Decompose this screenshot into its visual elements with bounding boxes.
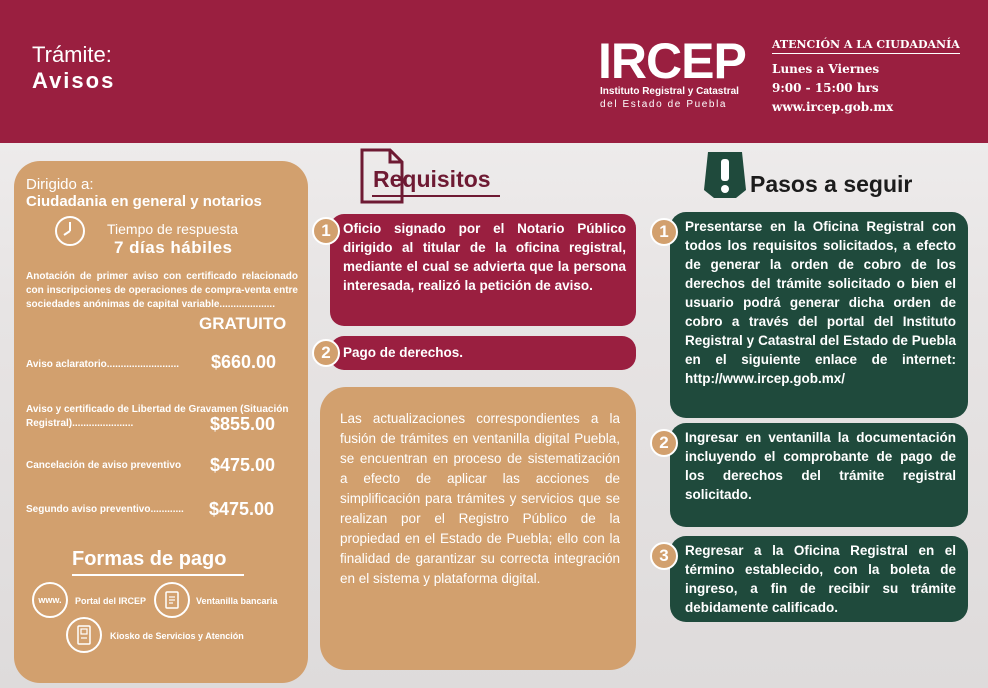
- tiempo-value: 7 días hábiles: [114, 238, 233, 257]
- requisito-number: 1: [312, 217, 340, 245]
- pasos-title: Pasos a seguir: [750, 171, 913, 197]
- www-icon-text: www.: [38, 595, 62, 605]
- formas-underline: [72, 574, 244, 576]
- pay-portal-label: Portal del IRCEP: [75, 596, 147, 606]
- tramite-name: Avisos: [32, 68, 116, 93]
- paso-number: 2: [650, 429, 678, 457]
- bank-document-icon: [154, 582, 190, 618]
- website-link[interactable]: www.ircep.gob.mx: [772, 100, 894, 114]
- requisito-item: [330, 336, 636, 370]
- left-info-panel: [14, 161, 308, 683]
- dirigido-label: Dirigido a:: [26, 176, 94, 193]
- logo-subtitle-1: Instituto Registral y Catastral: [600, 86, 739, 97]
- info-text: Las actualizaciones correspondientes a la fusión de trámites en ventanilla digital Puebla, se encuentran en proceso de sistematización a efecto de aplicar las acciones de simplificación para trámites y servicios que se realizan por el Registro Público de la propiedad en el Estado de Puebla; ello con la finalidad de garantizar su correcta integración en el sistema y plataforma digital.: [340, 411, 620, 586]
- price-label: Aviso aclaratorio..........................: [26, 359, 180, 370]
- requisito-item: [330, 214, 636, 326]
- requisito-number: 2: [312, 339, 340, 367]
- clock-icon: [54, 215, 86, 247]
- tramite-label: Trámite:: [32, 42, 112, 67]
- schedule-days: Lunes a Viernes: [772, 62, 880, 76]
- attention-title: ATENCIÓN A LA CIUDADANÍA: [772, 38, 960, 54]
- bank-document-svg: [162, 590, 182, 610]
- price-label: Cancelación de aviso preventivo: [26, 460, 182, 471]
- price-value: $475.00: [210, 455, 276, 475]
- kiosk-icon: [66, 617, 102, 653]
- price-value: $660.00: [211, 352, 277, 372]
- requisito-text: Oficio signado por el Notario Público dirigido al titular de la oficina registral, mediante el cual se advierta que la persona interesada, realizó la petición de aviso.: [343, 221, 626, 293]
- price-label: Segundo aviso preventivo............: [26, 504, 184, 515]
- kiosk-svg: [75, 625, 93, 645]
- requisitos-title: Requisitos: [373, 166, 491, 192]
- pay-kiosko-label: Kiosko de Servicios y Atención: [110, 631, 244, 641]
- paso-item: [670, 212, 968, 418]
- header-banner: [0, 0, 988, 143]
- tiempo-label: Tiempo de respuesta: [107, 221, 238, 237]
- dirigido-value: Ciudadania en general y notarios: [26, 193, 262, 210]
- paso-number: 1: [650, 218, 678, 246]
- price-value: $855.00: [210, 414, 276, 434]
- paso-text: Ingresar en ventanilla la documentación incluyendo el comprobante de pago de los derechos del trámite registral solicitado.: [685, 430, 956, 502]
- price-value: $475.00: [209, 499, 275, 519]
- schedule-hours: 9:00 - 15:00 hrs: [772, 81, 879, 95]
- www-icon: [32, 582, 68, 618]
- paso-number: 3: [650, 542, 678, 570]
- price-label: Aviso y certificado de Libertad de Gravamen (Situación Registral)......................: [26, 404, 289, 429]
- requisito-text: Pago de derechos.: [343, 345, 464, 360]
- requisitos-underline: [372, 195, 500, 197]
- paso-item: [670, 423, 968, 527]
- attention-block: [772, 38, 960, 119]
- formas-de-pago-title: Formas de pago: [72, 548, 227, 570]
- logo-subtitle-2: del Estado de Puebla: [600, 99, 728, 110]
- first-item-desc: Anotación de primer aviso con certificado relacionado con inscripciones de operaciones de compra-venta entre sociedades anónimas de capital variable....................: [26, 271, 298, 310]
- paso-text: Presentarse en la Oficina Registral con todos los requisitos solicitados, a efecto de generar la orden de cobro de los derechos del trámite solicitado o bien el usuario podrá generar dicha orden de cobro a través del portal del Instituto Registral y Catastral del Estado de Puebla en el siguiente enlace de internet: http://www.ircep.gob.mx/: [685, 219, 956, 386]
- pay-ventanilla-label: Ventanilla bancaria: [196, 596, 278, 606]
- paso-text: Regresar a la Oficina Registral en el término establecido, con la boleta de ingreso, a fin de recibir su trámite debidamente calificado.: [685, 543, 956, 615]
- paso-item: [670, 536, 968, 622]
- first-item-price: GRATUITO: [199, 314, 287, 333]
- ircep-logo: IRCEP: [598, 33, 746, 89]
- info-box: [320, 387, 636, 670]
- exclamation-icon: [702, 150, 748, 200]
